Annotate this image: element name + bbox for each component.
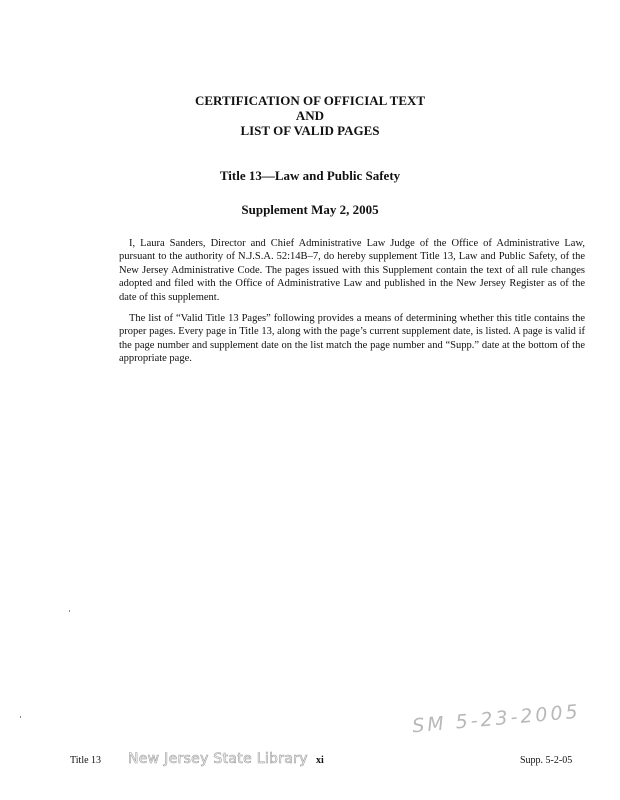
paragraph-authority: I, Laura Sanders, Director and Chief Administrative Law Judge of the Office of Administrative Law, pursuant to the authority of N.J.S.A. 52:14B–7, do hereby supplement Title 13, Law and Public Safety, of the New Jersey Administrative Code. The pages issued with this Supplement contain the text of all rule changes adopted and filed with the Office of Administrative Law and published in the New Jersey Register as of the date of this supplement.	[119, 238, 585, 303]
heading-line-2: AND	[295, 108, 325, 123]
certification-heading	[0, 93, 620, 138]
scan-speck	[69, 610, 70, 612]
footer-supplement-date: Supp. 5-2-05	[520, 755, 573, 766]
supplement-date-heading: Supplement May 2, 2005	[241, 202, 379, 217]
scan-speck	[20, 716, 21, 718]
handwritten-date-note: SM 5-23-2005	[411, 700, 582, 738]
footer-page-number: xi	[316, 755, 324, 766]
paragraph-valid-pages: The list of “Valid Title 13 Pages” following provides a means of determining whether this title contains the proper pages. Every page in Title 13, along with the page’s current supplement date, is listed. A page is valid if the page number and supplement date on the list match the page number and “Supp.” date at the bottom of the appropriate page.	[119, 313, 585, 365]
footer-title: Title 13	[70, 755, 102, 766]
certification-body	[119, 237, 585, 374]
library-stamp: New Jersey State Library	[128, 751, 308, 767]
title-heading: Title 13—Law and Public Safety	[219, 168, 401, 183]
heading-line-3: LIST OF VALID PAGES	[240, 123, 380, 138]
heading-line-1: CERTIFICATION OF OFFICIAL TEXT	[194, 93, 426, 108]
